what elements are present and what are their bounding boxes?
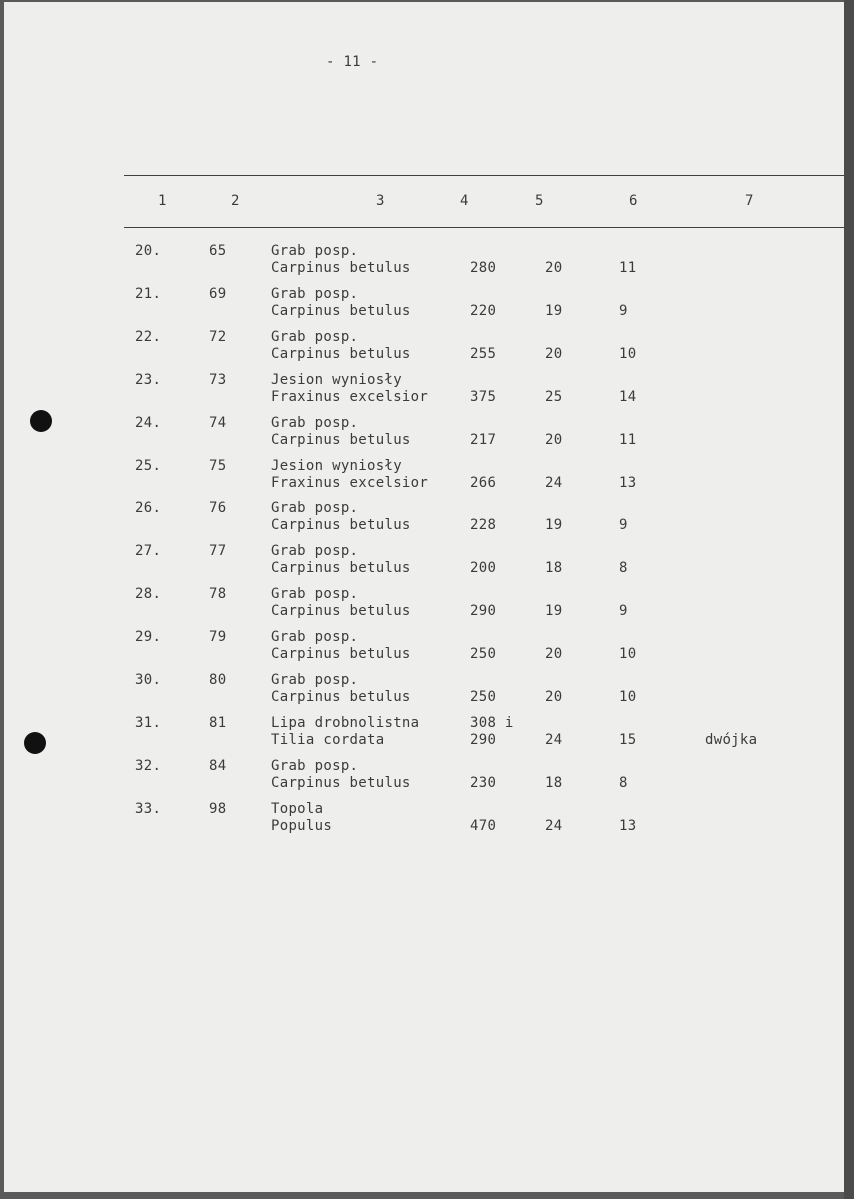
row-number: 24. (135, 414, 162, 431)
table-row (4, 415, 844, 455)
crown-value: 10 (619, 689, 637, 705)
crown-value: 10 (619, 646, 637, 663)
page-number: - 11 - (326, 54, 379, 70)
tree-number: 74 (209, 414, 227, 431)
crown-value: 14 (619, 388, 637, 405)
height-value: 19 (545, 603, 563, 620)
row-number: 28. (135, 586, 162, 603)
height-value: 20 (545, 431, 563, 448)
row-number: 31. (135, 714, 162, 731)
circumference-value: 255 (470, 345, 497, 362)
species-name: Jesion wyniosły (271, 457, 402, 474)
crown-value: 9 (619, 603, 628, 620)
circumference-value: 217 (470, 431, 497, 448)
row-number: 33. (135, 800, 162, 817)
punch-hole (30, 410, 52, 432)
species-name: Grab posp. (271, 414, 359, 431)
column-header-6: 6 (629, 193, 638, 209)
circumference-value: 375 (470, 388, 497, 405)
crown-value: 13 (619, 474, 637, 491)
tree-number: 84 (209, 757, 227, 774)
tree-number: 80 (209, 672, 227, 688)
species-name: Lipa drobnolistna (271, 714, 420, 731)
tree-number: 76 (209, 500, 227, 517)
species-name: Grab posp. (271, 672, 359, 688)
species-name: Jesion wyniosły (271, 371, 402, 388)
row-number: 22. (135, 328, 162, 345)
table-row (4, 629, 844, 669)
height-value: 20 (545, 260, 563, 276)
crown-value: 11 (619, 431, 637, 448)
species-name: Grab posp. (271, 500, 359, 517)
table-row (4, 500, 844, 540)
page-edge-shadow (844, 0, 854, 1199)
crown-value: 8 (619, 560, 628, 577)
tree-number: 78 (209, 586, 227, 603)
table-row (4, 801, 844, 841)
crown-value: 11 (619, 260, 637, 276)
species-latin-name: Carpinus betulus (271, 774, 411, 791)
height-value: 18 (545, 774, 563, 791)
row-number: 23. (135, 371, 162, 388)
species-name: Grab posp. (271, 328, 359, 345)
circumference-value: 290 (470, 603, 497, 620)
species-latin-name: Carpinus betulus (271, 646, 411, 663)
tree-number: 72 (209, 328, 227, 345)
height-value: 24 (545, 474, 563, 491)
crown-value: 13 (619, 817, 637, 834)
table-row (4, 715, 844, 755)
tree-number: 77 (209, 543, 227, 560)
height-value: 18 (545, 560, 563, 577)
table-header-rule (124, 227, 850, 228)
crown-value: 9 (619, 302, 628, 319)
remarks: dwójka (705, 731, 758, 748)
species-latin-name: Carpinus betulus (271, 260, 411, 276)
circumference-value: 250 (470, 689, 497, 705)
height-value: 25 (545, 388, 563, 405)
circumference-value: 200 (470, 560, 497, 577)
table-row (4, 243, 844, 283)
species-latin-name: Fraxinus excelsior (271, 474, 429, 491)
species-latin-name: Carpinus betulus (271, 603, 411, 620)
species-latin-name: Carpinus betulus (271, 689, 411, 705)
column-header-1: 1 (158, 193, 167, 209)
table-row (4, 586, 844, 626)
crown-value: 15 (619, 731, 637, 748)
column-header-3: 3 (376, 193, 385, 209)
table-row (4, 372, 844, 412)
tree-number: 65 (209, 243, 227, 259)
row-number: 25. (135, 457, 162, 474)
circumference-value: 220 (470, 302, 497, 319)
table-row (4, 329, 844, 369)
column-header-4: 4 (460, 193, 469, 209)
row-number: 21. (135, 285, 162, 302)
tree-number: 98 (209, 800, 227, 817)
species-latin-name: Fraxinus excelsior (271, 388, 429, 405)
circumference-value: 266 (470, 474, 497, 491)
species-name: Grab posp. (271, 243, 359, 259)
row-number: 30. (135, 672, 162, 688)
row-number: 27. (135, 543, 162, 560)
species-latin-name: Carpinus betulus (271, 560, 411, 577)
circumference-value: 470 (470, 817, 497, 834)
circumference-value: 308 i (470, 714, 514, 731)
column-header-7: 7 (745, 193, 754, 209)
crown-value: 8 (619, 774, 628, 791)
row-number: 32. (135, 757, 162, 774)
species-name: Grab posp. (271, 757, 359, 774)
species-latin-name: Tilia cordata (271, 731, 385, 748)
tree-number: 73 (209, 371, 227, 388)
row-number: 26. (135, 500, 162, 517)
height-value: 19 (545, 302, 563, 319)
height-value: 19 (545, 517, 563, 534)
table-row (4, 286, 844, 326)
circumference-value: 280 (470, 260, 497, 276)
document-page (4, 2, 844, 1192)
species-name: Grab posp. (271, 629, 359, 646)
tree-number: 75 (209, 457, 227, 474)
row-number: 29. (135, 629, 162, 646)
height-value: 20 (545, 689, 563, 705)
circumference-value: 250 (470, 646, 497, 663)
height-value: 20 (545, 345, 563, 362)
species-name: Grab posp. (271, 285, 359, 302)
crown-value: 10 (619, 345, 637, 362)
table-row (4, 672, 844, 712)
species-name: Grab posp. (271, 543, 359, 560)
table-row (4, 543, 844, 583)
crown-value: 9 (619, 517, 628, 534)
column-header-5: 5 (535, 193, 544, 209)
row-number: 20. (135, 243, 162, 259)
circumference-value: 228 (470, 517, 497, 534)
table-top-rule (124, 175, 850, 176)
height-value: 20 (545, 646, 563, 663)
species-latin-name: Populus (271, 817, 333, 834)
circumference-value: 290 (470, 731, 497, 748)
punch-hole (24, 732, 46, 754)
circumference-value: 230 (470, 774, 497, 791)
species-latin-name: Carpinus betulus (271, 517, 411, 534)
table-row (4, 758, 844, 798)
species-latin-name: Carpinus betulus (271, 431, 411, 448)
species-latin-name: Carpinus betulus (271, 302, 411, 319)
species-name: Grab posp. (271, 586, 359, 603)
species-name: Topola (271, 800, 324, 817)
table-row (4, 458, 844, 498)
tree-number: 69 (209, 285, 227, 302)
tree-number: 81 (209, 714, 227, 731)
species-latin-name: Carpinus betulus (271, 345, 411, 362)
column-header-2: 2 (231, 193, 240, 209)
height-value: 24 (545, 817, 563, 834)
height-value: 24 (545, 731, 563, 748)
tree-number: 79 (209, 629, 227, 646)
